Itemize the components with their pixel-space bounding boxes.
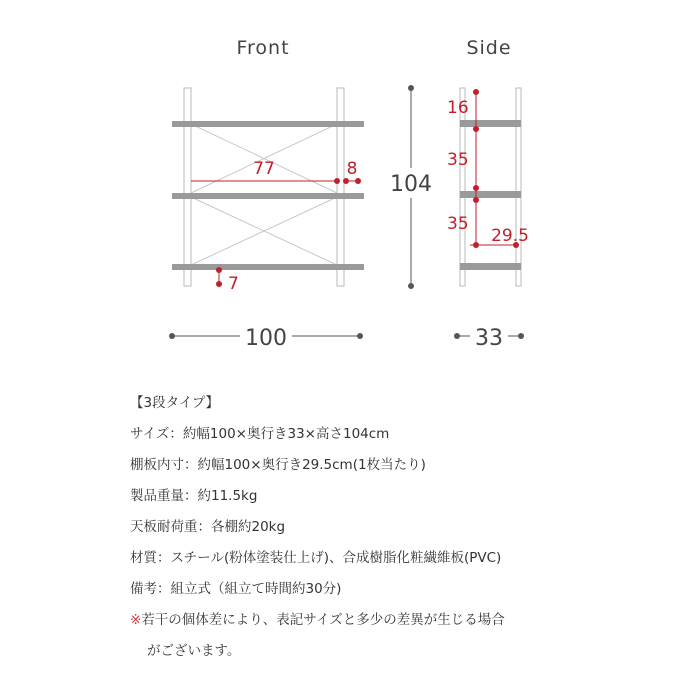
- spec-material: 材質：スチール(粉体塗装仕上げ)、合成樹脂化粧繊維板(PVC): [130, 550, 502, 566]
- dimension-dot: [518, 333, 524, 339]
- side-inner-depth-value: 29.5: [491, 226, 529, 246]
- side-top-gap-value: 16: [447, 98, 469, 118]
- total-width-value: 100: [245, 326, 287, 351]
- side-shelf-top: [460, 120, 521, 127]
- total-depth-dimension: [454, 322, 524, 351]
- side-gap-upper-value: 35: [447, 150, 469, 170]
- front-bottom-clearance-value: 7: [228, 274, 239, 294]
- front-right-post: [337, 88, 344, 286]
- note-mark: ※: [130, 612, 142, 628]
- front-view: [172, 88, 364, 294]
- dimension-dot: [408, 283, 414, 289]
- spec-shelf-inner-size: 棚板内寸：約幅100×奥行き29.5cm(1枚当たり): [130, 457, 426, 473]
- front-shelf-top: [172, 121, 364, 127]
- dimension-dot: [408, 85, 414, 91]
- dimension-dot: [473, 126, 479, 132]
- note-text-line2: がございます。: [147, 643, 241, 659]
- spec-load-capacity: 天板耐荷重：各棚約20kg: [130, 519, 286, 535]
- spec-size: サイズ：約幅100×奥行き33×高さ104cm: [130, 426, 390, 442]
- total-height-dimension: [390, 85, 432, 289]
- front-inner-width-value: 77: [253, 159, 275, 179]
- front-shelf-bottom: [172, 264, 364, 270]
- dimension-dot: [169, 333, 175, 339]
- side-back-post: [516, 88, 521, 286]
- spec-type: 【3段タイプ】: [130, 395, 220, 411]
- dimension-dot: [334, 178, 340, 184]
- total-height-value: 104: [390, 172, 432, 197]
- spec-weight: 製品重量：約11.5kg: [130, 488, 258, 504]
- dimension-dot: [473, 89, 479, 95]
- dimension-dot: [216, 281, 222, 287]
- side-view: [447, 88, 529, 286]
- front-view-label: Front: [236, 37, 290, 59]
- side-view-label: Side: [466, 37, 512, 59]
- side-shelf-middle: [460, 191, 521, 198]
- total-width-dimension: [169, 322, 363, 351]
- side-shelf-bottom: [460, 263, 521, 270]
- side-gap-lower-value: 35: [447, 214, 469, 234]
- front-shelf-middle: [172, 193, 364, 199]
- note-text-line1: 若干の個体差により、表記サイズと多少の差異が生じる場合: [141, 612, 505, 628]
- dimension-dot: [454, 333, 460, 339]
- total-depth-value: 33: [475, 326, 503, 351]
- front-left-post: [184, 88, 191, 286]
- note: [130, 605, 690, 636]
- spec-list: [130, 388, 690, 667]
- spec-remarks: 備考：組立式（組立て時間約30分): [130, 581, 342, 597]
- dimension-dot: [357, 333, 363, 339]
- dimension-dot: [473, 197, 479, 203]
- front-post-value: 8: [346, 159, 358, 179]
- dimension-dot: [473, 185, 479, 191]
- dimension-dot: [216, 267, 222, 273]
